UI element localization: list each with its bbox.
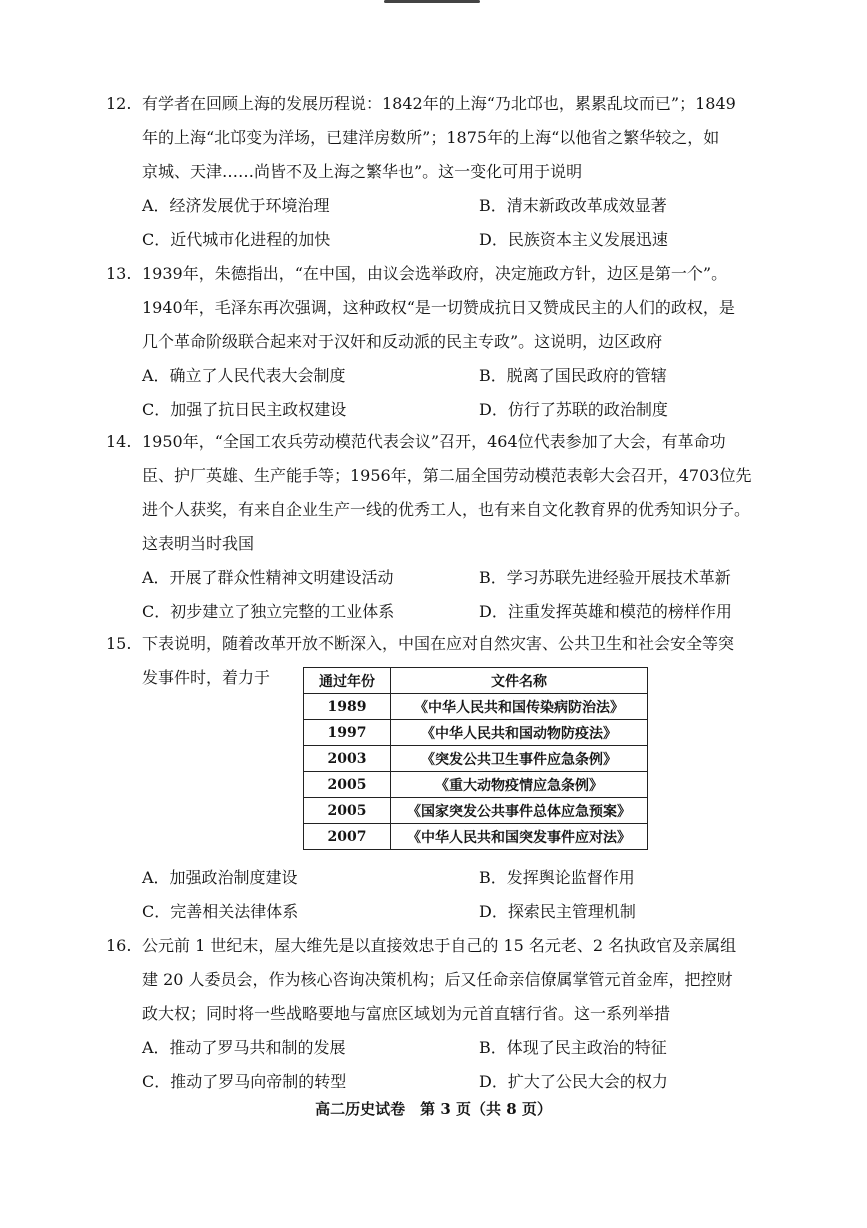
question-text-line: 年的上海“北邙变为洋场，已建洋房数所”；1875年的上海“以他省之繁华较之，如	[142, 128, 720, 147]
question-text-line: 政大权；同时将一些战略要地与富庶区域划为元首直辖行省。这一系列举措	[142, 1004, 671, 1023]
option-d: D．注重发挥英雄和模范的榜样作用	[479, 602, 732, 621]
option-a: A．加强政治制度建设	[142, 868, 298, 887]
page-top-mark	[384, 0, 480, 3]
option-b: B．清末新政改革成效显著	[479, 196, 667, 215]
document-cell: 《中华人民共和国动物防疫法》	[391, 720, 648, 746]
document-cell: 《国家突发公共事件总体应急预案》	[391, 798, 648, 824]
column-header-year: 通过年份	[304, 668, 391, 694]
year-cell: 2005	[304, 798, 391, 824]
table-row	[304, 798, 648, 824]
option-d: D．探索民主管理机制	[479, 902, 636, 921]
question-number: 14.	[106, 432, 132, 451]
option-a: A．经济发展优于环境治理	[142, 196, 330, 215]
question-number: 16.	[106, 936, 132, 955]
table-row	[304, 720, 648, 746]
legislation-table	[303, 667, 648, 850]
year-cell: 2007	[304, 824, 391, 850]
table-row	[304, 694, 648, 720]
table-row	[304, 824, 648, 850]
question-text-line: 1950年，“全国工农兵劳动模范代表会议”召开，464位代表参加了大会，有革命功	[142, 432, 726, 451]
option-c: C．近代城市化进程的加快	[142, 230, 331, 249]
question-text-line: 公元前 1 世纪末，屋大维先是以直接效忠于自己的 15 名元老、2 名执政官及亲属组	[142, 936, 737, 955]
option-b: B．脱离了国民政府的管辖	[479, 366, 667, 385]
question-text-line: 京城、天津……尚皆不及上海之繁华也”。这一变化可用于说明	[142, 162, 583, 181]
question-text-line: 1940年，毛泽东再次强调，这种政权“是一切赞成抗日又赞成民主的人们的政权，是	[142, 298, 735, 317]
column-header-document: 文件名称	[391, 668, 648, 694]
question-number: 15.	[106, 634, 132, 653]
year-cell: 2003	[304, 746, 391, 772]
year-cell: 1997	[304, 720, 391, 746]
question-text-line: 1939年，朱德指出，“在中国，由议会选举政府，决定施政方针，边区是第一个”。	[142, 264, 728, 283]
table-row	[304, 746, 648, 772]
question-text-line: 几个革命阶级联合起来对于汉奸和反动派的民主专政”。这说明，边区政府	[142, 332, 663, 351]
option-c: C．初步建立了独立完整的工业体系	[142, 602, 395, 621]
option-c: C．加强了抗日民主政权建设	[142, 400, 347, 419]
question-number: 12.	[106, 94, 132, 113]
question-text-line: 臣、护厂英雄、生产能手等；1956年，第二届全国劳动模范表彰大会召开，4703位先	[142, 466, 752, 485]
question-text-line: 这表明当时我国	[142, 534, 255, 553]
question-text-line: 有学者在回顾上海的发展历程说：1842年的上海“乃北邙也，累累乱坟而已”；1849	[142, 94, 736, 113]
option-b: B．学习苏联先进经验开展技术革新	[479, 568, 731, 587]
question-text-line: 发事件时，着力于	[142, 668, 271, 687]
question-text-line: 进个人获奖，有来自企业生产一线的优秀工人，也有来自文化教育界的优秀知识分子。	[142, 500, 751, 519]
document-cell: 《中华人民共和国传染病防治法》	[391, 694, 648, 720]
page-footer: 高二历史试卷 第 3 页（共 8 页）	[315, 1100, 552, 1118]
question-number: 13.	[106, 264, 132, 283]
table-header-row	[304, 668, 648, 694]
option-a: A．开展了群众性精神文明建设活动	[142, 568, 394, 587]
option-c: C．推动了罗马向帝制的转型	[142, 1072, 347, 1091]
option-b: B．发挥舆论监督作用	[479, 868, 635, 887]
option-d: D．扩大了公民大会的权力	[479, 1072, 668, 1091]
option-d: D．民族资本主义发展迅速	[479, 230, 668, 249]
question-text-line: 下表说明，随着改革开放不断深入，中国在应对自然灾害、公共卫生和社会安全等突	[142, 634, 735, 653]
year-cell: 2005	[304, 772, 391, 798]
option-a: A．确立了人民代表大会制度	[142, 366, 346, 385]
option-d: D．仿行了苏联的政治制度	[479, 400, 668, 419]
year-cell: 1989	[304, 694, 391, 720]
document-cell: 《重大动物疫情应急条例》	[391, 772, 648, 798]
option-a: A．推动了罗马共和制的发展	[142, 1038, 346, 1057]
option-c: C．完善相关法律体系	[142, 902, 299, 921]
option-b: B．体现了民主政治的特征	[479, 1038, 667, 1057]
question-text-line: 建 20 人委员会，作为核心咨询决策机构；后又任命亲信僚属掌管元首金库，把控财	[142, 970, 733, 989]
table-row	[304, 772, 648, 798]
document-cell: 《突发公共卫生事件应急条例》	[391, 746, 648, 772]
document-cell: 《中华人民共和国突发事件应对法》	[391, 824, 648, 850]
